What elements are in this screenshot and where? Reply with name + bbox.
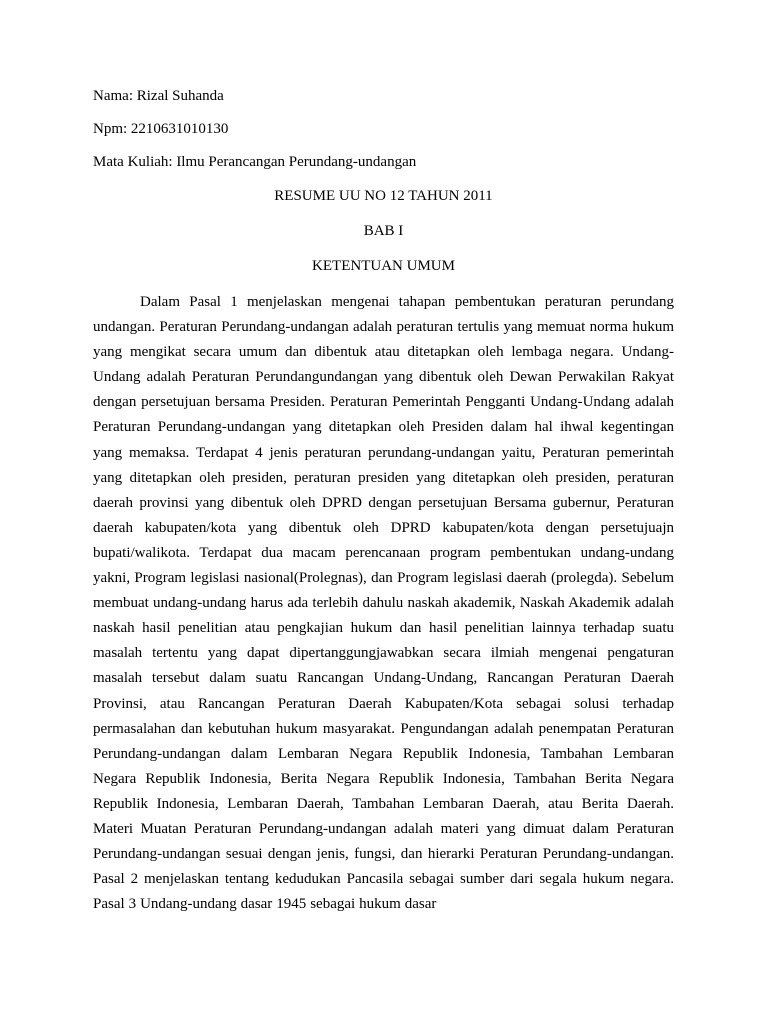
- chapter-title: KETENTUAN UMUM: [312, 258, 455, 274]
- document-page: [93, 86, 674, 917]
- student-npm: Npm: 2210631010130: [93, 121, 229, 137]
- body-paragraph: Dalam Pasal 1 menjelaskan mengenai tahapan pembentukan peraturan perundang undangan. Peraturan Perundang-undangan adalah peraturan tertulis yang memuat norma hukum yang mengikat secara umum dan dibentuk atau ditetapkan oleh lembaga negara. Undang-Undang adalah Peraturan Perundangundangan yang dibentuk oleh Dewan Perwakilan Rakyat dengan persetujuan bersama Presiden. Peraturan Pemerintah Pengganti Undang-Undang adalah Peraturan Perundang-undangan yang ditetapkan oleh Presiden dalam hal ihwal kegentingan yang memaksa. Terdapat 4 jenis peraturan perundang-undangan yaitu, Peraturan pemerintah yang ditetapkan oleh presiden, peraturan presiden yang ditetapkan oleh presiden, peraturan daerah provinsi yang dibentuk oleh DPRD dengan persetujuan Bersama gubernur, Peraturan daerah kabupaten/kota yang dibentuk oleh DPRD kabupaten/kota dengan persetujuajn bupati/walikota. Terdapat dua macam perencanaan program pembentukan undang-undang yakni, Program legislasi nasional(Prolegnas), dan Program legislasi daerah (prolegda). Sebelum membuat undang-undang harus ada terlebih dahulu naskah akademik, Naskah Akademik adalah naskah hasil penelitian atau pengkajian hukum dan hasil penelitian lainnya terhadap suatu masalah tertentu yang dapat dipertanggungjawabkan secara ilmiah mengenai pengaturan masalah tersebut dalam suatu Rancangan Undang-Undang, Rancangan Peraturan Daerah Provinsi, atau Rancangan Peraturan Daerah Kabupaten/Kota sebagai solusi terhadap permasalahan dan kebutuhan hukum masyarakat. Pengundangan adalah penempatan Peraturan Perundang-undangan dalam Lembaran Negara Republik Indonesia, Tambahan Lembaran Negara Republik Indonesia, Berita Negara Republik Indonesia, Tambahan Berita Negara Republik Indonesia, Lembaran Daerah, Tambahan Lembaran Daerah, atau Berita Daerah. Materi Muatan Peraturan Perundang-undangan adalah materi yang dimuat dalam Peraturan Perundang-undangan sesuai dengan jenis, fungsi, dan hierarki Peraturan Perundang-undangan. Pasal 2 menjelaskan tentang kedudukan Pancasila sebagai sumber dari segala hukum negara. Pasal 3 Undang-undang dasar 1945 sebagai hukum dasar: [93, 294, 674, 913]
- course-name: Mata Kuliah: Ilmu Perancangan Perundang-undangan: [93, 154, 417, 170]
- chapter-number: BAB I: [363, 223, 404, 239]
- student-name: Nama: Rizal Suhanda: [93, 88, 224, 104]
- document-title: RESUME UU NO 12 TAHUN 2011: [274, 188, 493, 204]
